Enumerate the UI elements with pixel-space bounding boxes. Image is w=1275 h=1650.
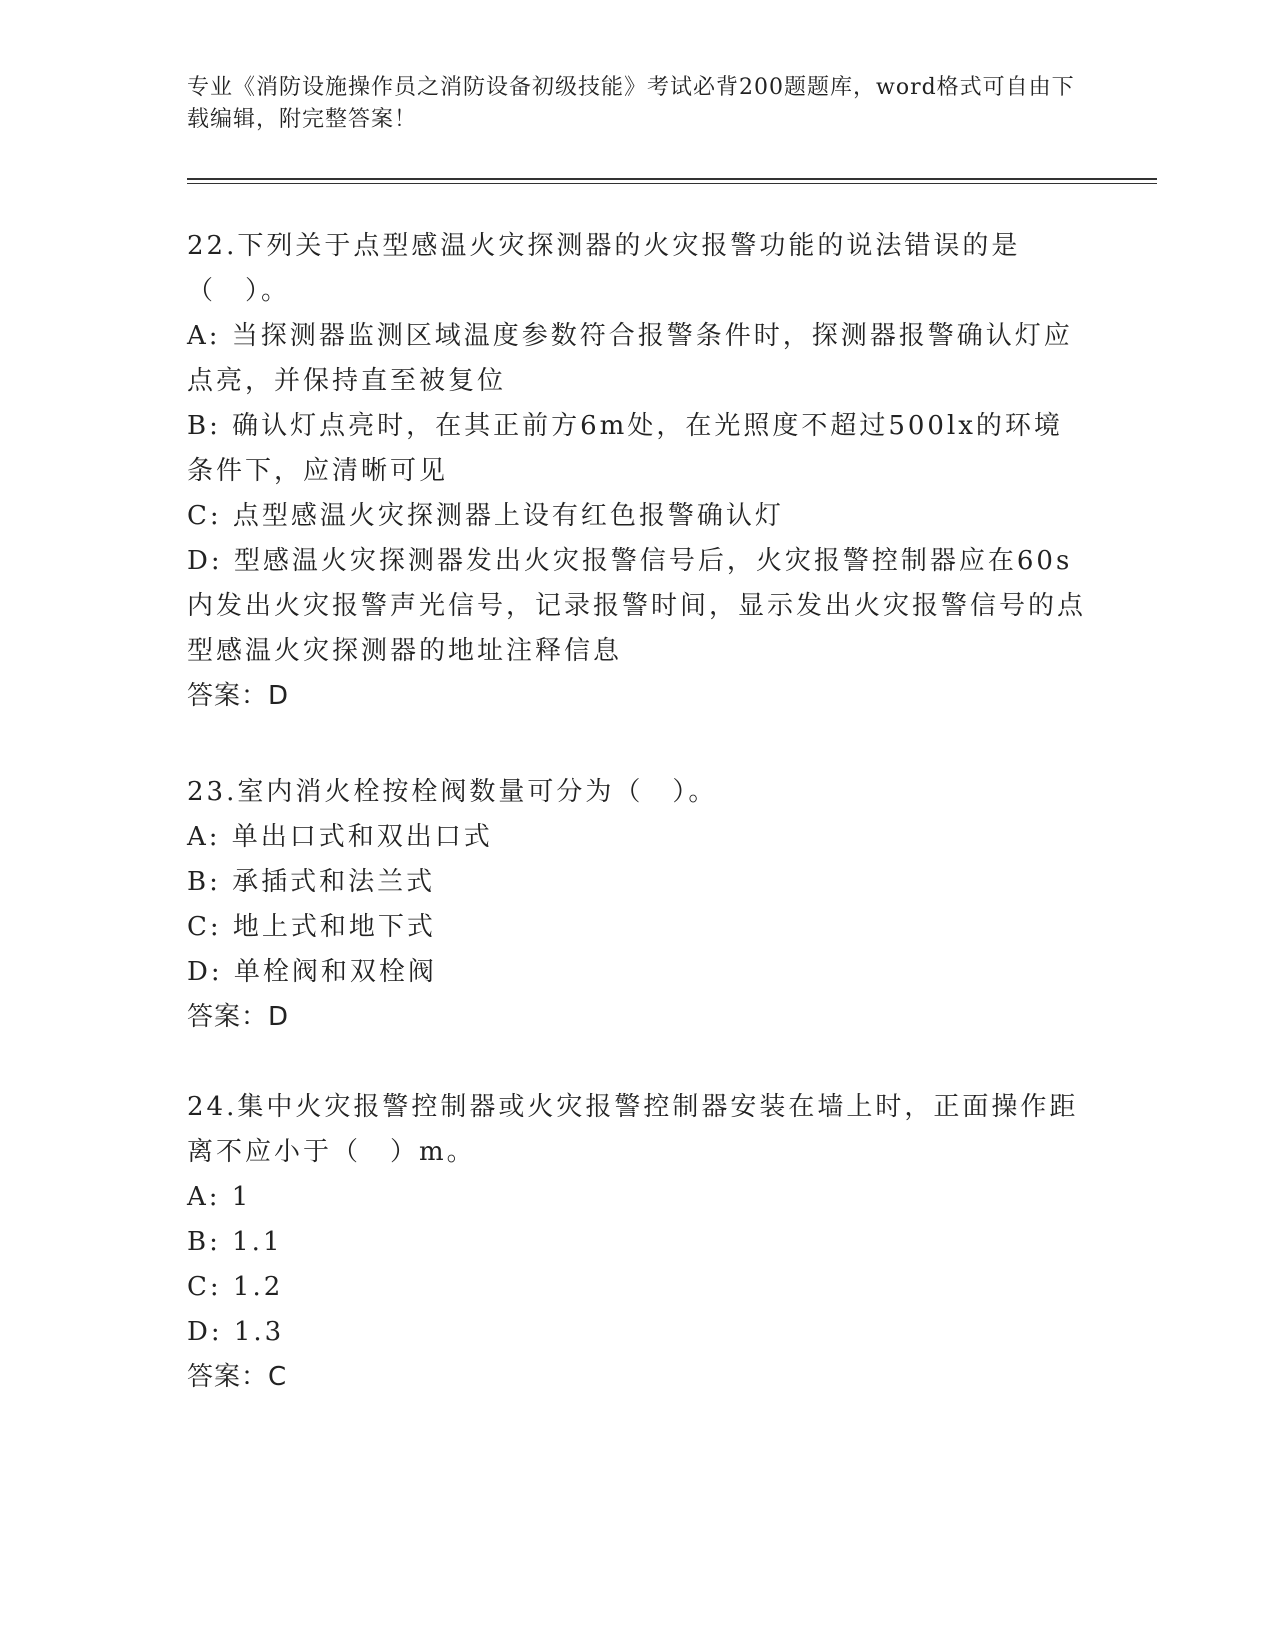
option-a: A: 单出口式和双出口式 [187, 822, 493, 852]
question-22 [187, 224, 1087, 719]
question-24 [187, 1085, 1087, 1400]
option-a: A: 1 [187, 1182, 252, 1212]
question-23 [187, 770, 1087, 1040]
option-d: D: 型感温火灾探测器发出火灾报警信号后，火灾报警控制器应在60s内发出火灾报警声光信号，记录报警时间，显示发出火灾报警信号的点型感温火灾探测器的地址注释信息 [187, 546, 1087, 666]
option-c: C: 点型感温火灾探测器上设有红色报警确认灯 [187, 501, 784, 531]
answer-label: 答案：D [187, 1002, 290, 1032]
header-rule-thin [187, 183, 1157, 184]
option-c: C: 1.2 [187, 1272, 284, 1302]
option-c: C: 地上式和地下式 [187, 912, 436, 942]
option-a: A: 当探测器监测区域温度参数符合报警条件时，探测器报警确认灯应点亮，并保持直至被复位 [187, 321, 1073, 396]
answer-label: 答案：D [187, 681, 290, 711]
question-stem: 22.下列关于点型感温火灾探测器的火灾报警功能的说法错误的是（ ）。 [187, 231, 1021, 306]
answer-label: 答案：C [187, 1362, 288, 1392]
option-b: B: 承插式和法兰式 [187, 867, 436, 897]
option-d: D: 单栓阀和双栓阀 [187, 957, 437, 987]
document-header-title: 专业《消防设施操作员之消防设备初级技能》考试必背200题题库，word格式可自由下载编辑，附完整答案！ [187, 75, 1075, 132]
option-b: B: 确认灯点亮时，在其正前方6m处，在光照度不超过500lx的环境条件下，应清晰可见 [187, 411, 1063, 486]
header-rule-thick [187, 178, 1157, 180]
option-d: D: 1.3 [187, 1317, 285, 1347]
question-stem: 24.集中火灾报警控制器或火灾报警控制器安装在墙上时，正面操作距离不应小于（ ）m。 [187, 1092, 1079, 1167]
option-b: B: 1.1 [187, 1227, 283, 1257]
question-stem: 23.室内消火栓按栓阀数量可分为（ ）。 [187, 777, 718, 807]
